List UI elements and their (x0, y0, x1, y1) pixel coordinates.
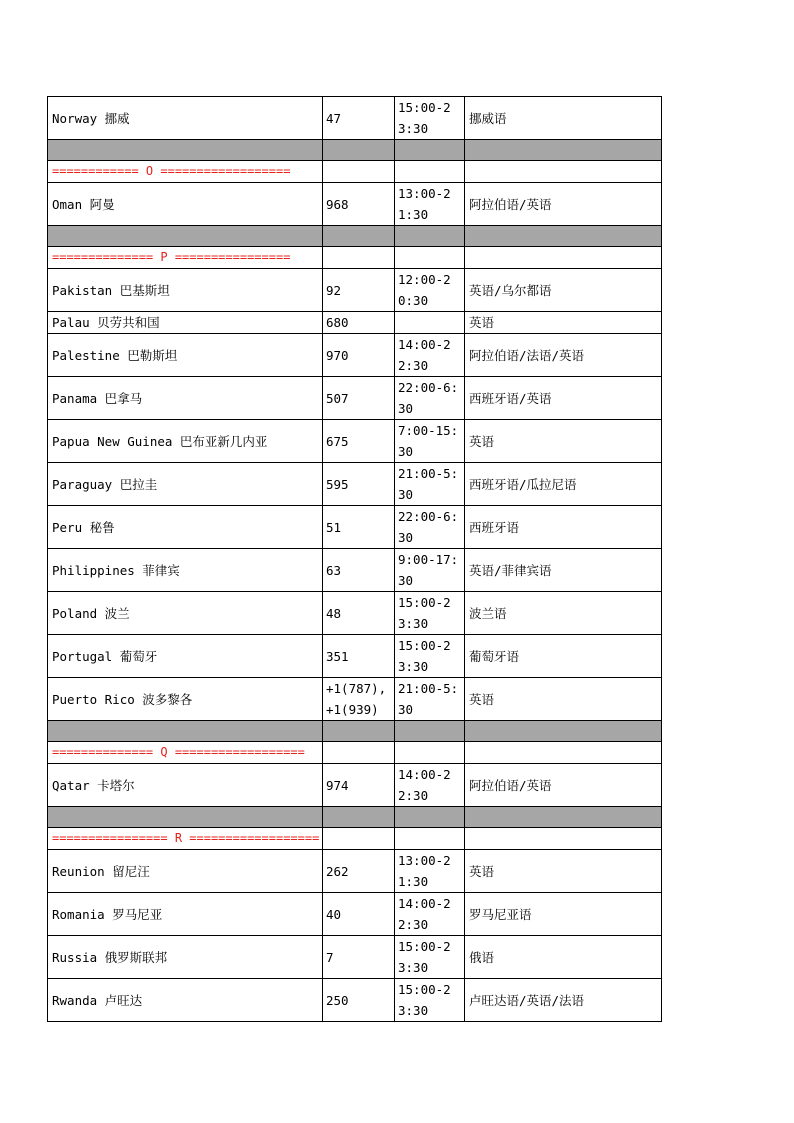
language-cell: 阿拉伯语/英语 (465, 764, 662, 807)
country-cell: Palestine 巴勒斯坦 (48, 334, 323, 377)
section-header-row (48, 742, 662, 764)
spacer-cell (323, 226, 395, 247)
business-hours-cell: 7:00-15:30 (395, 420, 465, 463)
language-cell: 西班牙语/英语 (465, 377, 662, 420)
section-header-row (48, 161, 662, 183)
spacer-cell (465, 226, 662, 247)
section-letter-label: ================ R ================== (48, 828, 323, 850)
dial-code-cell: +1(787),+1(939) (323, 678, 395, 721)
table-row (48, 678, 662, 721)
language-cell: 卢旺达语/英语/法语 (465, 979, 662, 1022)
business-hours-cell: 12:00-20:30 (395, 269, 465, 312)
table-row (48, 269, 662, 312)
section-letter-label: ============ O ================== (48, 161, 323, 183)
empty-cell (395, 247, 465, 269)
section-spacer-row (48, 226, 662, 247)
language-cell: 葡萄牙语 (465, 635, 662, 678)
dial-code-cell: 7 (323, 936, 395, 979)
empty-cell (323, 742, 395, 764)
dial-code-cell: 675 (323, 420, 395, 463)
language-cell: 英语 (465, 850, 662, 893)
spacer-cell (323, 140, 395, 161)
dial-code-cell: 595 (323, 463, 395, 506)
spacer-cell (395, 140, 465, 161)
empty-cell (465, 161, 662, 183)
language-cell: 波兰语 (465, 592, 662, 635)
spacer-cell (48, 721, 323, 742)
table-row (48, 635, 662, 678)
language-cell: 罗马尼亚语 (465, 893, 662, 936)
language-cell: 英语 (465, 312, 662, 334)
business-hours-cell: 14:00-22:30 (395, 893, 465, 936)
country-cell: Puerto Rico 波多黎各 (48, 678, 323, 721)
country-cell: Pakistan 巴基斯坦 (48, 269, 323, 312)
language-cell: 西班牙语 (465, 506, 662, 549)
spacer-cell (395, 807, 465, 828)
business-hours-cell: 14:00-22:30 (395, 764, 465, 807)
table-row (48, 549, 662, 592)
business-hours-cell: 9:00-17:30 (395, 549, 465, 592)
country-cell: Reunion 留尼汪 (48, 850, 323, 893)
business-hours-cell: 14:00-22:30 (395, 334, 465, 377)
section-letter-label: ============== P ================ (48, 247, 323, 269)
business-hours-cell: 15:00-23:30 (395, 97, 465, 140)
country-code-table-body (48, 97, 662, 1022)
spacer-cell (465, 721, 662, 742)
section-letter-label: ============== Q ================== (48, 742, 323, 764)
country-code-table (47, 96, 662, 1022)
country-cell: Romania 罗马尼亚 (48, 893, 323, 936)
dial-code-cell: 51 (323, 506, 395, 549)
spacer-cell (395, 226, 465, 247)
spacer-cell (323, 721, 395, 742)
dial-code-cell: 974 (323, 764, 395, 807)
language-cell: 英语/乌尔都语 (465, 269, 662, 312)
country-cell: Oman 阿曼 (48, 183, 323, 226)
section-header-row (48, 828, 662, 850)
section-spacer-row (48, 140, 662, 161)
language-cell: 英语 (465, 678, 662, 721)
business-hours-cell: 15:00-23:30 (395, 936, 465, 979)
country-cell: Panama 巴拿马 (48, 377, 323, 420)
spacer-cell (48, 807, 323, 828)
business-hours-cell: 13:00-21:30 (395, 850, 465, 893)
business-hours-cell: 13:00-21:30 (395, 183, 465, 226)
spacer-cell (395, 721, 465, 742)
country-cell: Qatar 卡塔尔 (48, 764, 323, 807)
dial-code-cell: 47 (323, 97, 395, 140)
empty-cell (323, 828, 395, 850)
language-cell: 阿拉伯语/英语 (465, 183, 662, 226)
table-row (48, 97, 662, 140)
dial-code-cell: 63 (323, 549, 395, 592)
country-cell: Norway 挪威 (48, 97, 323, 140)
spacer-cell (48, 140, 323, 161)
country-cell: Philippines 菲律宾 (48, 549, 323, 592)
dial-code-cell: 970 (323, 334, 395, 377)
business-hours-cell: 21:00-5:30 (395, 463, 465, 506)
dial-code-cell: 92 (323, 269, 395, 312)
spacer-cell (465, 140, 662, 161)
dial-code-cell: 507 (323, 377, 395, 420)
business-hours-cell: 22:00-6:30 (395, 506, 465, 549)
table-row (48, 936, 662, 979)
language-cell: 西班牙语/瓜拉尼语 (465, 463, 662, 506)
country-cell: Russia 俄罗斯联邦 (48, 936, 323, 979)
language-cell: 阿拉伯语/法语/英语 (465, 334, 662, 377)
empty-cell (465, 247, 662, 269)
dial-code-cell: 48 (323, 592, 395, 635)
country-cell: Poland 波兰 (48, 592, 323, 635)
country-cell: Portugal 葡萄牙 (48, 635, 323, 678)
business-hours-cell: 15:00-23:30 (395, 979, 465, 1022)
country-cell: Papua New Guinea 巴布亚新几内亚 (48, 420, 323, 463)
country-cell: Paraguay 巴拉圭 (48, 463, 323, 506)
dial-code-cell: 351 (323, 635, 395, 678)
business-hours-cell: 21:00-5:30 (395, 678, 465, 721)
table-row (48, 850, 662, 893)
spacer-cell (465, 807, 662, 828)
business-hours-cell: 15:00-23:30 (395, 592, 465, 635)
spacer-cell (323, 807, 395, 828)
table-row (48, 979, 662, 1022)
empty-cell (395, 828, 465, 850)
business-hours-cell: 22:00-6:30 (395, 377, 465, 420)
empty-cell (395, 161, 465, 183)
language-cell: 英语/菲律宾语 (465, 549, 662, 592)
table-row (48, 764, 662, 807)
language-cell: 挪威语 (465, 97, 662, 140)
country-cell: Rwanda 卢旺达 (48, 979, 323, 1022)
dial-code-cell: 968 (323, 183, 395, 226)
section-spacer-row (48, 807, 662, 828)
table-row (48, 592, 662, 635)
language-cell: 英语 (465, 420, 662, 463)
empty-cell (323, 161, 395, 183)
dial-code-cell: 680 (323, 312, 395, 334)
table-row (48, 463, 662, 506)
section-spacer-row (48, 721, 662, 742)
empty-cell (323, 247, 395, 269)
dial-code-cell: 40 (323, 893, 395, 936)
business-hours-cell: 15:00-23:30 (395, 635, 465, 678)
empty-cell (465, 828, 662, 850)
section-header-row (48, 247, 662, 269)
country-cell: Peru 秘鲁 (48, 506, 323, 549)
table-row (48, 183, 662, 226)
empty-cell (395, 742, 465, 764)
country-cell: Palau 贝劳共和国 (48, 312, 323, 334)
dial-code-cell: 250 (323, 979, 395, 1022)
dial-code-cell: 262 (323, 850, 395, 893)
table-row (48, 312, 662, 334)
table-row (48, 506, 662, 549)
table-row (48, 420, 662, 463)
business-hours-cell (395, 312, 465, 334)
table-row (48, 893, 662, 936)
language-cell: 俄语 (465, 936, 662, 979)
table-row (48, 377, 662, 420)
spacer-cell (48, 226, 323, 247)
table-row (48, 334, 662, 377)
empty-cell (465, 742, 662, 764)
